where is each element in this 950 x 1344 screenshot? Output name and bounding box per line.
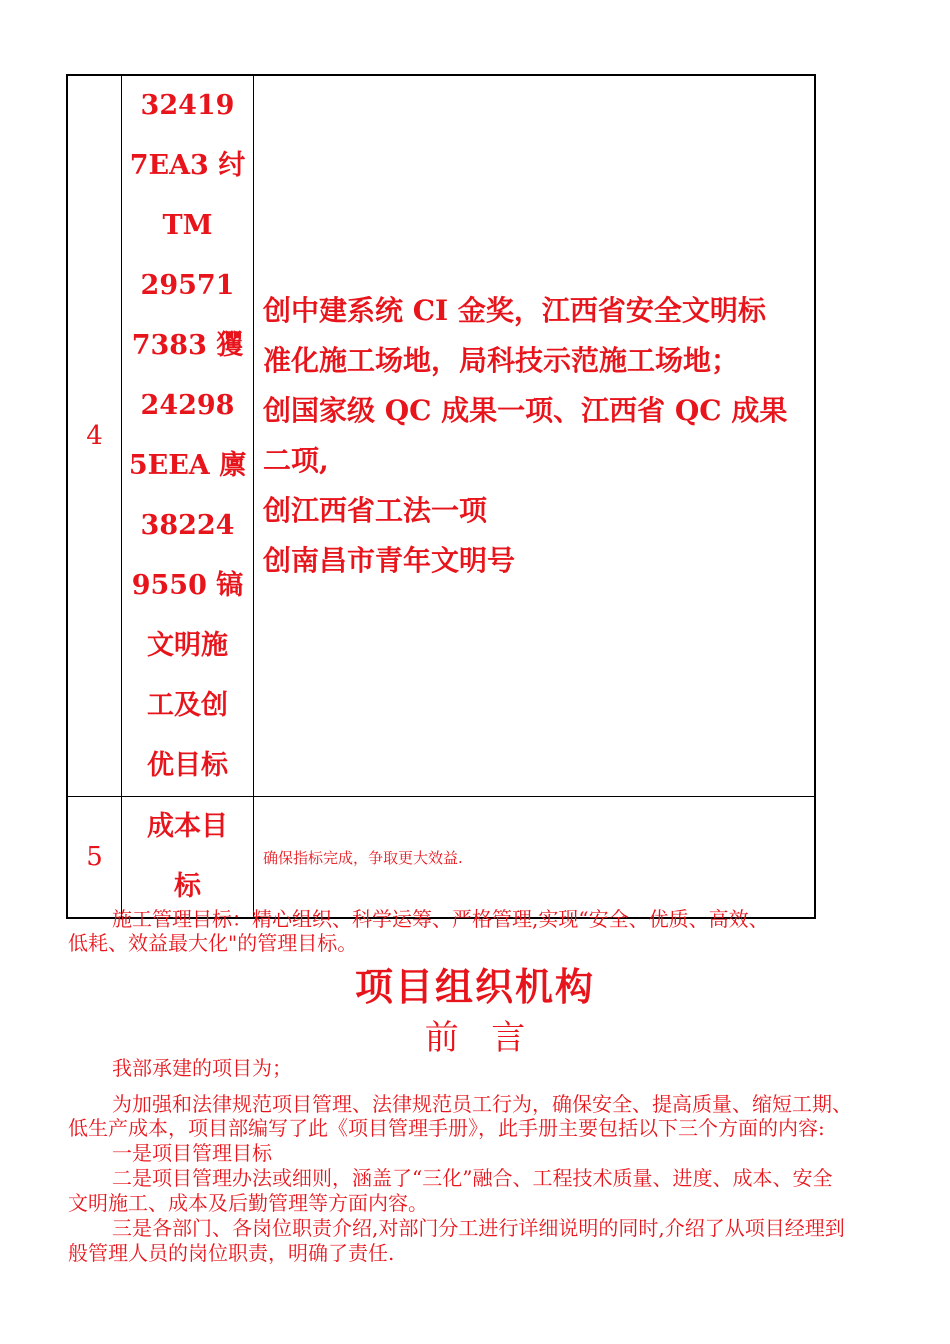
paragraph-line: 文明施工、成本及后勤管理等方面内容。 [68, 1191, 428, 1215]
paragraph-line: 二是项目管理办法或细则，涵盖了“三化”融合、工程技术质量、进度、成本、安全 [112, 1166, 833, 1190]
goal-name-line: 文明施 [147, 630, 228, 661]
goal-name-line: 24298 [140, 390, 235, 421]
goal-name-line: 优目标 [147, 750, 228, 781]
goal-name-line: 成本目 [147, 811, 228, 842]
management-goal-line: 施工管理目标：精心组织、科学运筹、严格管理,实现“安全、优质、高效、 [112, 907, 769, 931]
management-goal-line: 低耗、效益最大化"的管理目标。 [68, 931, 358, 955]
goal-name-line: 5EEA 廪 [128, 450, 247, 481]
paragraph-line: 一是项目管理目标 [112, 1141, 272, 1165]
paragraph-line: 三是各部门、各岗位职责介绍,对部门分工进行详细说明的同时,介绍了从项目经理到 [112, 1216, 845, 1240]
goal-content-cell [254, 75, 816, 797]
goal-content-line: 创中建系统 CI 金奖，江西省安全文明标 [263, 294, 766, 327]
goal-name-line: 29571 [140, 270, 235, 301]
goal-name-line: 7383 玃 [131, 330, 244, 361]
paragraph-line: 我部承建的项目为； [112, 1056, 292, 1080]
goal-name-cell [122, 75, 254, 797]
row-number: 5 [67, 797, 122, 919]
table-row [67, 797, 815, 919]
goal-name-line: 7EA3 纣 [129, 150, 246, 181]
goal-name-line: 9550 镐 [131, 570, 244, 601]
goal-name-line: 38224 [140, 510, 235, 541]
goal-content-line: 创国家级 QC 成果一项、江西省 QC 成果 [263, 394, 788, 427]
goal-content-line: 二项, [263, 444, 329, 477]
goals-table [66, 74, 816, 919]
goal-name-line: 32419 [140, 90, 235, 121]
goal-content-line: 准化施工场地，局科技示范施工场地； [263, 344, 740, 377]
goal-content-line: 创南昌市青年文明号 [263, 544, 516, 577]
row-number: 4 [67, 75, 122, 797]
paragraph-line: 般管理人员的岗位职责，明确了责任. [68, 1241, 395, 1265]
table-row [67, 75, 815, 797]
paragraph-line: 为加强和法律规范项目管理、法律规范员工行为，确保安全、提高质量、缩短工期、 [112, 1092, 852, 1116]
goal-name-line: TM [162, 210, 213, 241]
goal-name-cell [122, 797, 254, 919]
preface-title: 前 言 [424, 1018, 526, 1058]
goal-content-cell: 确保指标完成，争取更大效益. [254, 797, 816, 919]
goal-name-line: 工及创 [147, 690, 228, 721]
section-title: 项目组织机构 [354, 964, 595, 1009]
goal-content-line: 创江西省工法一项 [263, 494, 488, 527]
goal-name-line: 标 [174, 871, 201, 902]
paragraph-line: 低生产成本，项目部编写了此《项目管理手册》，此手册主要包括以下三个方面的内容: [68, 1116, 825, 1140]
